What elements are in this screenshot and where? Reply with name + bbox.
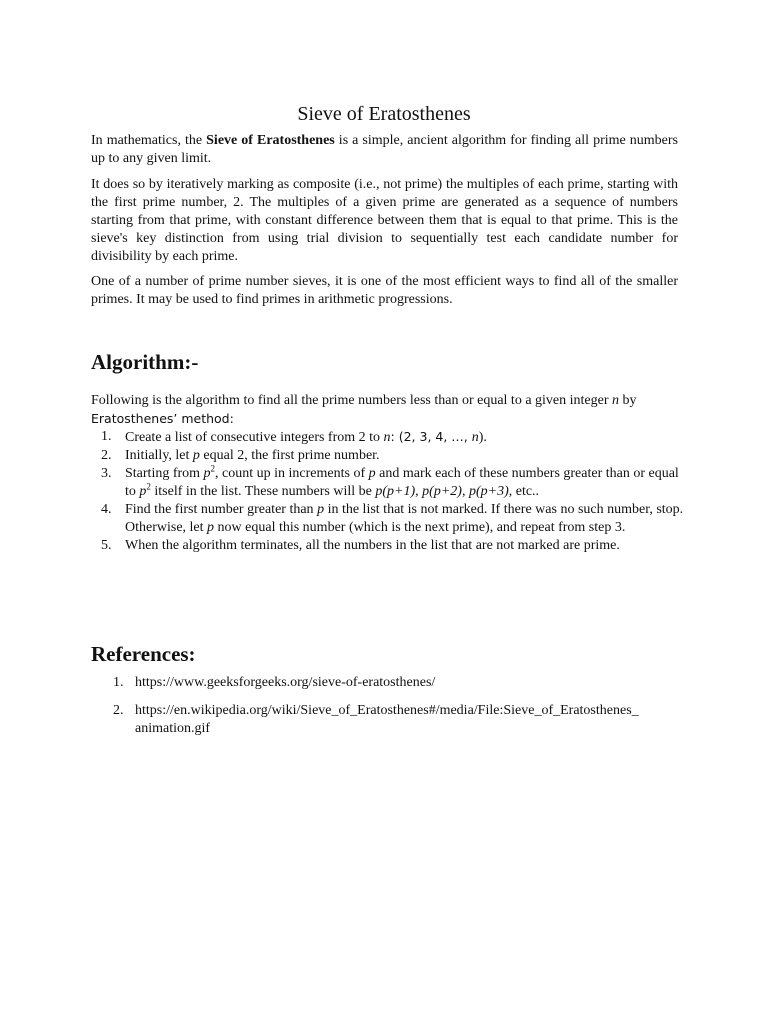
- step-text: Create a list of consecutive integers from 2 to: [125, 430, 384, 445]
- list-number: 1.: [113, 675, 124, 690]
- step-text: When the algorithm terminates, all the numbers in the list that are not marked are prime.: [125, 538, 620, 553]
- superscript: 2: [146, 481, 151, 492]
- step-text: , count up in increments of: [215, 466, 369, 481]
- reference-link[interactable]: https://www.geeksforgeeks.org/sieve-of-eratosthenes/: [135, 675, 436, 690]
- separator: ,: [415, 484, 423, 499]
- lead-text-b: by: [619, 393, 637, 408]
- list-number: 1.: [101, 429, 112, 444]
- superscript: 2: [210, 463, 216, 474]
- lead-method: Eratosthenes’ method:: [91, 411, 234, 426]
- list-item: [91, 428, 691, 447]
- var-p: p: [192, 448, 200, 463]
- step-seq: : (2, 3, 4, …,: [390, 429, 472, 444]
- step-text: in the list that is not marked. If there was no such number, stop. Otherwise, let: [125, 502, 684, 535]
- algorithm-lead: [91, 392, 691, 429]
- lead-var-n: n: [612, 393, 620, 408]
- intro-paragraph-2: It does so by iteratively marking as composite (i.e., not prime) the multiples of each prime, starting with the first prime number, 2. The multiples of a given prime are generated as a sequence of numbers starting from that prime, with constant difference between them that is equal to that prime. This is the sieve's key distinction from using trial division to sequentially test each candidate number for divisibility by each prime.: [91, 177, 678, 264]
- references-heading: References:: [91, 642, 196, 666]
- step-text: Initially, let: [125, 448, 193, 463]
- step-text: Starting from: [125, 466, 204, 481]
- reference-link[interactable]: https://en.wikipedia.org/wiki/Sieve_of_Eratosthenes#/media/File:Sieve_of_Eratosthenes_ animation.gif: [135, 703, 639, 736]
- intro-text-rest: is a simple, ancient algorithm for finding all prime numbers up to any given limit.: [91, 133, 678, 166]
- algorithm-heading: Algorithm:-: [91, 350, 199, 374]
- var-p: p: [203, 466, 211, 481]
- var-p: p: [207, 520, 215, 535]
- list-item: [91, 674, 691, 692]
- list-number: 4.: [101, 502, 112, 517]
- references-list: [91, 674, 691, 748]
- list-number: 2.: [113, 703, 124, 718]
- intro-paragraph-3: One of a number of prime number sieves, it is one of the most efficient ways to find all of the smaller primes. It may be used to find primes in arithmetic progressions.: [91, 274, 678, 307]
- expression: p(p+2): [422, 484, 462, 499]
- list-number: 3.: [101, 466, 112, 481]
- step-text: , etc..: [508, 484, 540, 499]
- list-item: [91, 465, 691, 501]
- list-item: [91, 537, 691, 555]
- var-p: p: [317, 502, 325, 517]
- intro-paragraph-1: [91, 132, 678, 168]
- var-p: p: [368, 466, 376, 481]
- intro-bold-term: Sieve of Eratosthenes: [206, 133, 335, 148]
- list-item: [91, 501, 691, 537]
- list-number: 2.: [101, 448, 112, 463]
- algorithm-steps: [91, 428, 691, 555]
- lead-text: Following is the algorithm to find all the prime numbers less than or equal to a given integer: [91, 393, 613, 408]
- page-title: Sieve of Eratosthenes: [297, 103, 471, 125]
- separator: ,: [461, 484, 469, 499]
- var-p: p: [139, 484, 147, 499]
- expression: p(p+1): [375, 484, 416, 499]
- list-item: [91, 447, 691, 465]
- step-text: now equal this number (which is the next prime), and repeat from step 3.: [214, 520, 626, 535]
- list-number: 5.: [101, 538, 112, 553]
- step-text: and mark each of these numbers greater than or equal to: [125, 466, 679, 499]
- step-text: Find the first number greater than: [125, 502, 318, 517]
- step-text: ).: [478, 430, 487, 445]
- step-text: equal 2, the first prime number.: [199, 448, 380, 463]
- var-n: n: [471, 430, 479, 445]
- expression: p(p+3): [468, 484, 509, 499]
- intro-text: In mathematics, the: [91, 133, 207, 148]
- var-n: n: [383, 430, 391, 445]
- list-item: [91, 702, 691, 738]
- step-text: itself in the list. These numbers will be: [150, 484, 376, 499]
